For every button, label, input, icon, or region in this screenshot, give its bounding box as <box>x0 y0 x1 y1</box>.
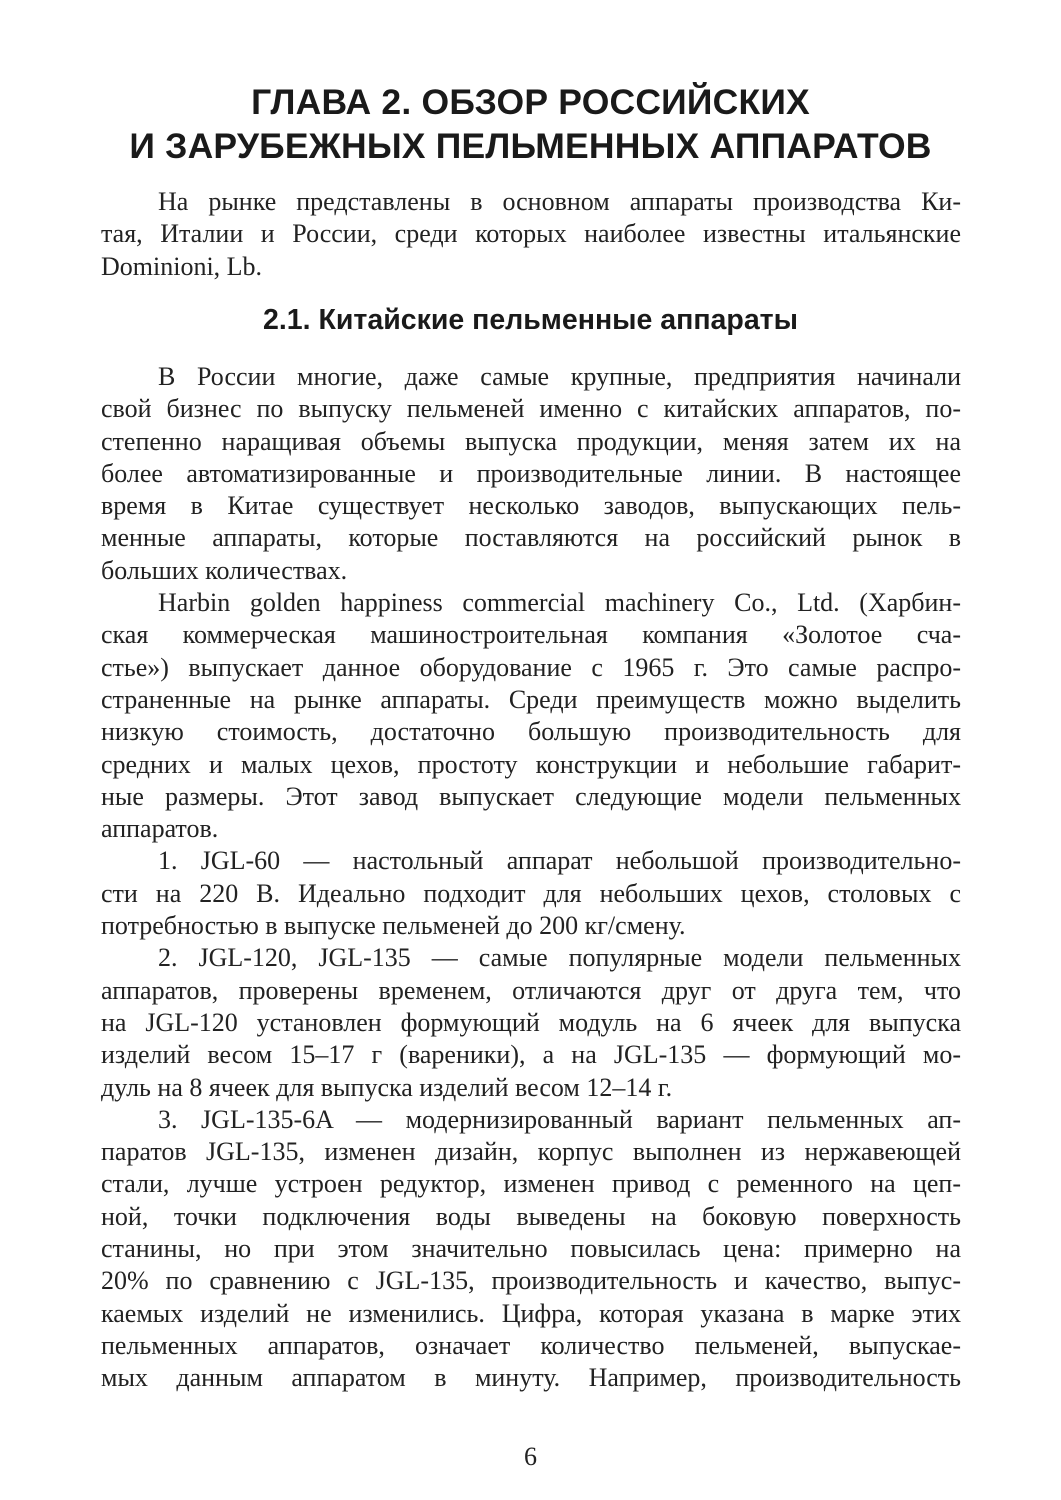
text-line: стье») выпускает данное оборудование с 1965 г. Это самые распро- <box>101 652 961 682</box>
text-line: время в Китае существует несколько заводов, выпускающих пель- <box>101 491 961 521</box>
text-line: степенно наращивая объемы выпуска продукции, меняя затем их на <box>101 426 961 456</box>
text-line: 1. JGL-60 — настольный аппарат небольшой производительно- <box>158 846 961 876</box>
text-line: стали, лучше устроен редуктор, изменен привод с ременного на цеп- <box>101 1169 961 1199</box>
paragraph-russia-factories <box>101 361 961 587</box>
text-line: аппаратов, проверены временем, отличаются друг от друга тем, что <box>101 975 961 1005</box>
text-line: дуль на 8 ячеек для выпуска изделий весом 12–14 г. <box>101 1072 673 1102</box>
text-line: на JGL-120 установлен формующий модуль на 6 ячеек для выпуска <box>101 1007 961 1037</box>
paragraph-model-jgl-120-135 <box>101 942 961 1103</box>
text-line: 20% по сравнению с JGL-135, производительность и качество, выпус- <box>101 1266 961 1296</box>
page-number: 6 <box>524 1442 537 1471</box>
text-line: паратов JGL-135, изменен дизайн, корпус выполнен из нержавеющей <box>101 1137 961 1167</box>
paragraph-harbin-company <box>101 587 961 845</box>
paragraph-model-jgl-60 <box>101 845 961 942</box>
text-line: свой бизнес по выпуску пельменей именно с китайских аппаратов, по- <box>101 394 961 424</box>
text-line: каемых изделий не изменились. Цифра, которая указана в марке этих <box>101 1298 961 1328</box>
chapter-title-line-1: ГЛАВА 2. ОБЗОР РОССИЙСКИХ <box>251 82 810 122</box>
body-text <box>101 361 961 1395</box>
text-line: потребностью в выпуске пельменей до 200 кг/смену. <box>101 911 686 941</box>
text-line: ская коммерческая машиностроительная компания «Золотое сча- <box>101 620 961 650</box>
text-line: средних и малых цехов, простоту конструкции и небольшие габарит- <box>101 749 961 779</box>
text-line: низкую стоимость, достаточно большую производительность для <box>101 717 961 747</box>
chapter-title-line-2: И ЗАРУБЕЖНЫХ ПЕЛЬМЕННЫХ АППАРАТОВ <box>129 126 932 166</box>
chapter-title <box>100 80 961 168</box>
text-line: На рынке представлены в основном аппараты производства Ки- <box>158 187 961 216</box>
text-line: больших количествах. <box>101 555 348 585</box>
text-line: 2. JGL-120, JGL-135 — самые популярные модели пельменных <box>158 943 961 973</box>
paragraph-model-jgl-135-6a <box>101 1104 961 1395</box>
text-line: пельменных аппаратов, означает количество пельменей, выпускае- <box>101 1330 961 1360</box>
text-line: ной, точки подключения воды выведены на боковую поверхность <box>101 1201 961 1231</box>
text-line: тая, Италии и России, среди которых наиболее известны итальянские <box>101 219 961 249</box>
text-line: менные аппараты, которые поставляются на российский рынок в <box>101 523 961 553</box>
section-title: 2.1. Китайские пельменные аппараты <box>263 304 798 336</box>
text-line: 3. JGL-135-6A — модернизированный вариант пельменных ап- <box>158 1104 961 1134</box>
text-line: Harbin golden happiness commercial machinery Co., Ltd. (Харбин- <box>158 588 961 618</box>
text-line: изделий весом 15–17 г (вареники), а на JGL-135 — формующий мо- <box>101 1040 961 1070</box>
text-line: мых данным аппаратом в минуту. Например, производительность <box>101 1363 961 1393</box>
text-line: В России многие, даже самые крупные, предприятия начинали <box>158 362 961 391</box>
text-line: ные размеры. Этот завод выпускает следующие модели пельменных <box>101 781 961 811</box>
text-line: более автоматизированные и производительные линии. В настоящее <box>101 458 961 488</box>
text-line: аппаратов. <box>101 814 219 844</box>
text-line: станины, но при этом значительно повысилась цена: примерно на <box>101 1234 961 1264</box>
text-line: сти на 220 В. Идеально подходит для небольших цехов, столовых с <box>101 878 961 908</box>
intro-paragraph <box>101 186 961 283</box>
text-line: Dominioni, Lb. <box>101 251 263 281</box>
text-line: страненные на рынке аппараты. Среди преимуществ можно выделить <box>101 684 961 714</box>
